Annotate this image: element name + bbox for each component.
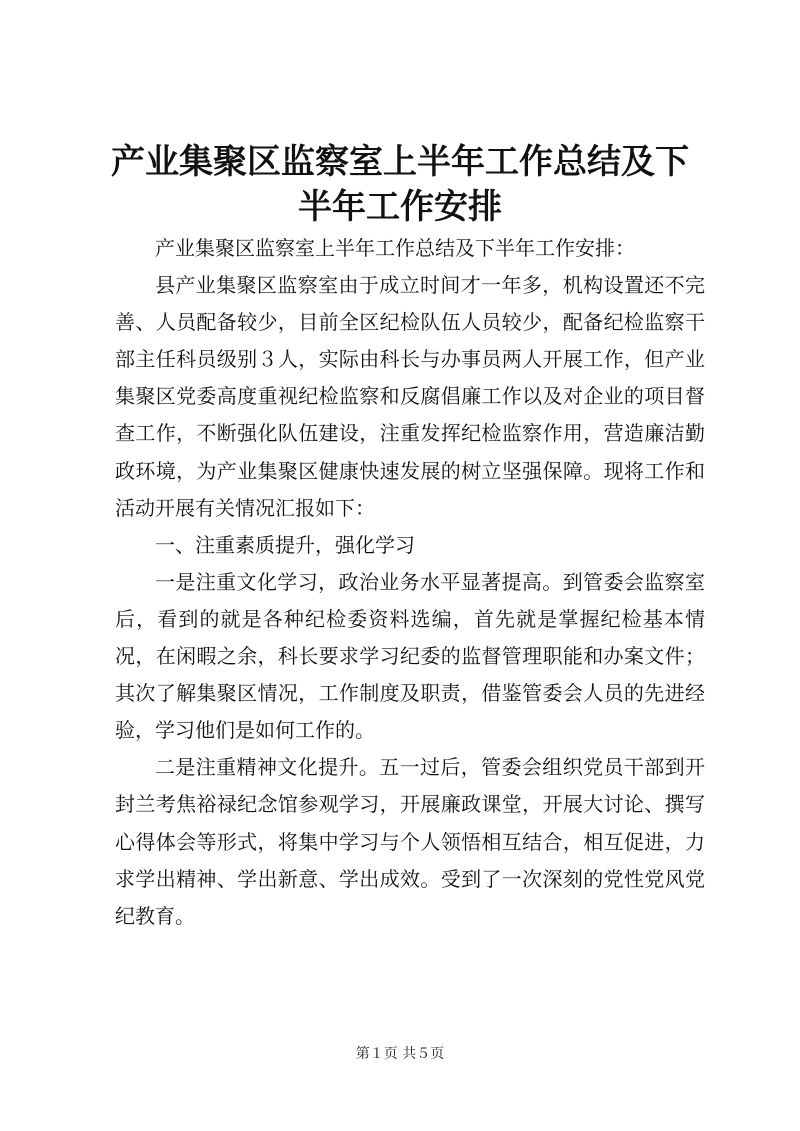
culture-study-paragraph: 一是注重文化学习，政治业务水平显著提高。到管委会监察室后，看到的就是各种纪检委资料选编，首先就是掌握纪检基本情况，在闲暇之余，科长要求学习纪委的监督管理职能和办案文件；其次了解集聚区情况，工作制度及职责，借鉴管委会人员的先进经验，学习他们是如何工作的。 [115, 569, 705, 743]
document-title: 产业集聚区监察室上半年工作总结及下半年工作安排 [111, 142, 689, 227]
document-body [115, 230, 705, 935]
intro-paragraph: 产业集聚区监察室上半年工作总结及下半年工作安排： [155, 236, 635, 260]
page-number: 第１页 共５页 [355, 1046, 445, 1062]
section-heading: 一、注重素质提升，强化学习 [155, 532, 415, 557]
spirit-culture-paragraph: 二是注重精神文化提升。五一过后，管委会组织党员干部到开封兰考焦裕禄纪念馆参观学习，开展廉政课堂，开展大讨论、撰写心得体会等形式，将集中学习与个人领悟相互结合，相互促进，力求学出精神、学出新意、学出成效。受到了一次深刻的党性党风党纪教育。 [115, 755, 705, 928]
overview-paragraph: 县产业集聚区监察室由于成立时间才一年多，机构设置还不完善、人员配备较少，目前全区纪检队伍人员较少，配备纪检监察干部主任科员级别３人，实际由科长与办事员两人开展工作，但产业集聚区党委高度重视纪检监察和反腐倡廉工作以及对企业的项目督查工作，不断强化队伍建设，注重发挥纪检监察作用，营造廉洁勤政环境，为产业集聚区健康快速发展的树立坚强保障。现将工作和活动开展有关情况汇报如下： [115, 273, 705, 520]
